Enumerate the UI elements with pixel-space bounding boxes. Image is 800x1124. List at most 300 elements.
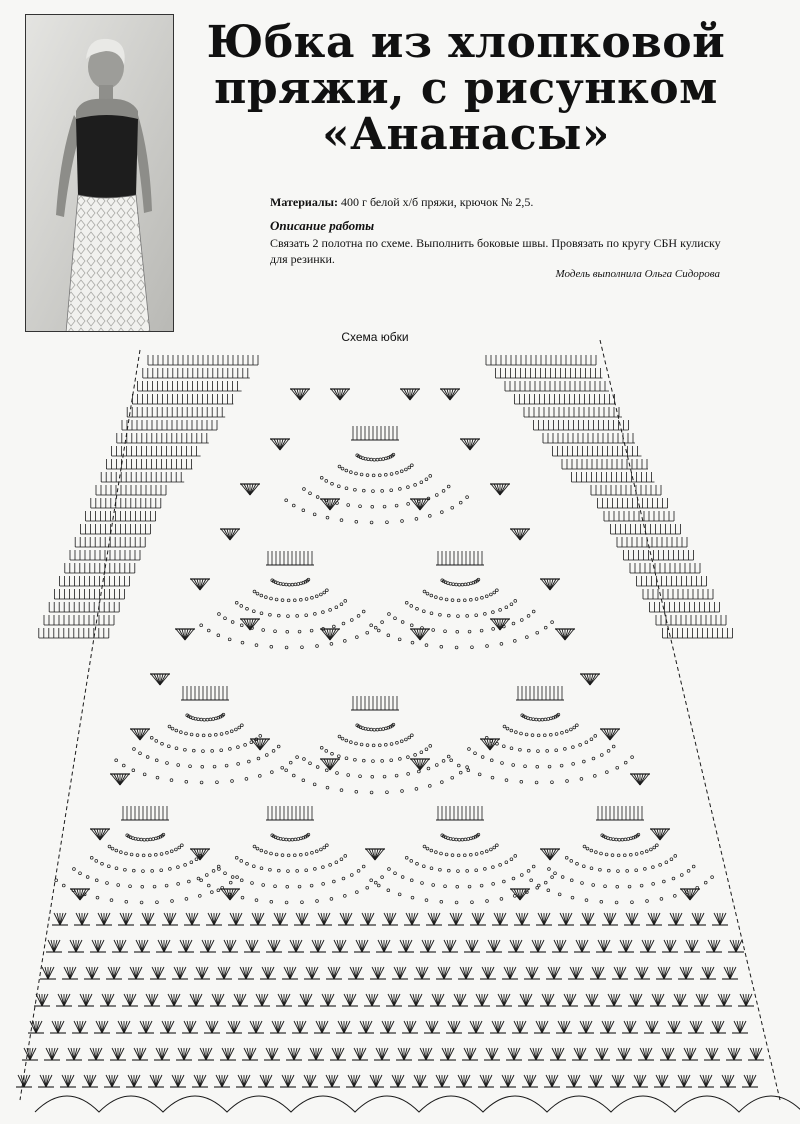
bottom-fan-stitch (518, 994, 534, 1006)
bottom-fan-stitch (228, 913, 244, 925)
shell-cluster (70, 889, 90, 900)
right-stitch-row (650, 602, 720, 612)
bottom-fan-stitch (62, 967, 78, 979)
right-stitch-row (562, 459, 648, 469)
left-stitch-row (60, 576, 130, 586)
bottom-fan-stitch (160, 1021, 176, 1033)
bottom-fan-stitch (716, 994, 732, 1006)
bottom-fan-stitch (412, 1075, 428, 1087)
bottom-fan-stitch (644, 1021, 660, 1033)
right-stitch-row (515, 394, 616, 404)
bottom-fan-stitch (226, 1021, 242, 1033)
bottom-fan-stitch (462, 1048, 478, 1060)
shell-cluster (440, 389, 460, 400)
bottom-fan-stitch (104, 1075, 120, 1087)
bottom-fan-stitch (44, 1048, 60, 1060)
bottom-fan-stitch (442, 940, 458, 952)
left-stitch-row (49, 602, 119, 612)
bottom-fan-stitch (562, 994, 578, 1006)
bottom-fan-stitch (376, 940, 392, 952)
bottom-fan-stitch (238, 967, 254, 979)
bottom-fan-stitch (742, 1075, 758, 1087)
bottom-fan-stitch (206, 913, 222, 925)
bottom-fan-stitch (304, 967, 320, 979)
bottom-fan-stitch (622, 1021, 638, 1033)
shell-cluster (490, 619, 510, 630)
bottom-fan-stitch (276, 994, 292, 1006)
bottom-fan-stitch (150, 967, 166, 979)
bottom-fan-stitch (266, 940, 282, 952)
bottom-fan-stitch (126, 1075, 142, 1087)
bottom-fan-stitch (188, 994, 204, 1006)
pineapple-motif (370, 551, 554, 649)
right-stitch-row (624, 550, 694, 560)
bottom-fan-stitch (536, 913, 552, 925)
bottom-fan-stitch (360, 913, 376, 925)
shell-cluster (490, 484, 510, 495)
bottom-fan-stitch (706, 940, 722, 952)
right-stitch-row (598, 498, 668, 508)
bottom-fan-stitch (496, 994, 512, 1006)
bottom-fan-stitch (456, 1075, 472, 1087)
bottom-fan-stitch (728, 940, 744, 952)
model-photo (25, 14, 174, 332)
left-stitch-row (132, 394, 233, 404)
bottom-fan-stitch (166, 994, 182, 1006)
bottom-fan-stitch (660, 1048, 676, 1060)
bottom-fan-stitch (386, 994, 402, 1006)
bottom-fan-stitch (486, 940, 502, 952)
bottom-fan-stitch (122, 994, 138, 1006)
left-stitch-row (44, 615, 114, 625)
shell-cluster (190, 849, 210, 860)
pineapple-motif (200, 551, 384, 649)
bottom-fan-stitch (390, 1075, 406, 1087)
left-stitch-row (143, 368, 250, 378)
bottom-fan-stitch (176, 1048, 192, 1060)
bottom-fan-stitch (112, 940, 128, 952)
bottom-fan-stitch (294, 913, 310, 925)
shell-cluster (460, 439, 480, 450)
bottom-fan-stitch (514, 913, 530, 925)
bottom-fan-stitch (242, 1048, 258, 1060)
left-stitch-row (117, 433, 209, 443)
bottom-fan-stitch (612, 967, 628, 979)
bottom-fan-stitch (84, 967, 100, 979)
model-credit: Модель выполнила Ольга Сидорова (555, 268, 720, 280)
bottom-fan-stitch (288, 940, 304, 952)
bottom-fan-stitch (508, 940, 524, 952)
shell-cluster (175, 629, 195, 640)
shell-cluster (130, 729, 150, 740)
bottom-fan-stitch (404, 913, 420, 925)
right-stitch-row (524, 407, 622, 417)
bottom-fan-stitch (618, 940, 634, 952)
bottom-fan-stitch (60, 1075, 76, 1087)
bottom-fan-stitch (470, 913, 486, 925)
shell-cluster (480, 739, 500, 750)
right-stitch-row (604, 511, 674, 521)
bottom-fan-stitch (314, 1021, 330, 1033)
bottom-fan-stitch (574, 940, 590, 952)
bottom-fan-stitch (522, 1075, 538, 1087)
bottom-fan-stitch (254, 994, 270, 1006)
left-stitch-row (138, 381, 242, 391)
bottom-fan-stitch (624, 913, 640, 925)
shell-cluster (365, 849, 385, 860)
bottom-fan-stitch (148, 1075, 164, 1087)
left-stitch-row (65, 563, 135, 573)
pineapple-motif (285, 426, 469, 524)
bottom-fan-stitch (330, 1048, 346, 1060)
bottom-fan-stitch (198, 1048, 214, 1060)
bottom-fan-stitch (178, 940, 194, 952)
bottom-fan-stitch (192, 1075, 208, 1087)
bottom-fan-stitch (326, 967, 342, 979)
shell-cluster (650, 829, 670, 840)
left-stitch-row (80, 524, 150, 534)
left-stitch-row (122, 420, 217, 430)
bottom-fan-stitch (694, 994, 710, 1006)
bottom-fan-stitch (292, 1021, 308, 1033)
shell-cluster (290, 389, 310, 400)
bottom-fan-stitch (88, 1048, 104, 1060)
bottom-fan-stitch (220, 1048, 236, 1060)
bottom-fan-stitch (310, 940, 326, 952)
left-stitch-row (75, 537, 145, 547)
shell-cluster (190, 579, 210, 590)
right-stitch-row (486, 355, 596, 365)
bottom-fan-stitch (506, 1048, 522, 1060)
bottom-fan-stitch (634, 967, 650, 979)
bottom-fan-stitch (116, 1021, 132, 1033)
bottom-fan-stitch (132, 1048, 148, 1060)
bottom-fan-stitch (222, 940, 238, 952)
bottom-fan-stitch (594, 1048, 610, 1060)
bottom-fan-stitch (546, 967, 562, 979)
shell-cluster (250, 739, 270, 750)
bottom-fan-stitch (662, 940, 678, 952)
bottom-fan-stitch (502, 967, 518, 979)
bottom-fan-stitch (676, 1075, 692, 1087)
shell-cluster (220, 529, 240, 540)
bottom-fan-stitch (446, 1021, 462, 1033)
bottom-fan-stitch (96, 913, 112, 925)
bottom-fan-stitch (464, 940, 480, 952)
bottom-fan-stitch (324, 1075, 340, 1087)
bottom-fan-stitch (424, 1021, 440, 1033)
bottom-fan-stitch (358, 1021, 374, 1033)
bottom-fan-stitch (726, 1048, 742, 1060)
bottom-fan-stitch (596, 940, 612, 952)
bottom-fan-stitch (298, 994, 314, 1006)
right-stitch-row (553, 446, 642, 456)
bottom-fan-stitch (468, 1021, 484, 1033)
bottom-fan-stitch (162, 913, 178, 925)
bottom-fan-stitch (68, 940, 84, 952)
bottom-fan-stitch (600, 1021, 616, 1033)
bottom-fan-stitch (534, 1021, 550, 1033)
shell-cluster (510, 529, 530, 540)
bottom-fan-stitch (370, 967, 386, 979)
bottom-fan-stitch (684, 940, 700, 952)
bottom-fan-stitch (408, 994, 424, 1006)
left-stitch-row (127, 407, 225, 417)
shell-cluster (540, 849, 560, 860)
bottom-fan-stitch (270, 1021, 286, 1033)
shell-cluster (410, 629, 430, 640)
bottom-fan-stitch (656, 967, 672, 979)
bottom-fan-stitch (632, 1075, 648, 1087)
bottom-fan-stitch (52, 913, 68, 925)
right-stitch-row (630, 563, 700, 573)
right-stitch-row (617, 537, 687, 547)
right-stitch-row (543, 433, 635, 443)
bottom-fan-stitch (200, 940, 216, 952)
bottom-fan-stitch (128, 967, 144, 979)
bottom-fan-stitch (500, 1075, 516, 1087)
bottom-fan-stitch (398, 940, 414, 952)
bottom-fan-stitch (22, 1048, 38, 1060)
bottom-fan-stitch (138, 1021, 154, 1033)
bottom-fan-stitch (666, 1021, 682, 1033)
bottom-fan-stitch (72, 1021, 88, 1033)
bottom-fan-stitch (668, 913, 684, 925)
bottom-fan-stitch (232, 994, 248, 1006)
bottom-fan-stitch (704, 1048, 720, 1060)
shell-cluster (330, 389, 350, 400)
bottom-fan-stitch (364, 994, 380, 1006)
bottom-fan-stitch (16, 1075, 32, 1087)
bottom-fan-stitch (140, 913, 156, 925)
bottom-fan-stitch (368, 1075, 384, 1087)
bottom-fan-stitch (170, 1075, 186, 1087)
left-stitch-row (148, 355, 258, 365)
bottom-fan-stitch (50, 1021, 66, 1033)
bottom-fan-stitch (100, 994, 116, 1006)
bottom-fan-stitch (74, 913, 90, 925)
bottom-fan-stitch (396, 1048, 412, 1060)
bottom-fan-stitch (474, 994, 490, 1006)
left-stitch-row (112, 446, 201, 456)
bottom-fan-stitch (352, 1048, 368, 1060)
bottom-fan-stitch (94, 1021, 110, 1033)
bottom-fan-stitch (480, 967, 496, 979)
bottom-fan-stitch (280, 1075, 296, 1087)
bottom-fan-stitch (732, 1021, 748, 1033)
bottom-fan-stitch (530, 940, 546, 952)
bottom-fan-stitch (430, 994, 446, 1006)
bottom-fan-stitch (66, 1048, 82, 1060)
right-stitch-row (643, 589, 713, 599)
bottom-fan-stitch (558, 913, 574, 925)
bottom-fan-stitch (214, 1075, 230, 1087)
model-photo-image (26, 15, 173, 331)
left-stitch-row (91, 498, 161, 508)
bottom-fan-stitch (688, 1021, 704, 1033)
bottom-fan-stitch (320, 994, 336, 1006)
bottom-fan-stitch (528, 1048, 544, 1060)
shell-cluster (410, 499, 430, 510)
shell-cluster (110, 774, 130, 785)
bottom-fan-stitch (544, 1075, 560, 1087)
bottom-fan-stitch (156, 940, 172, 952)
bottom-fan-stitch (448, 913, 464, 925)
bottom-fan-stitch (184, 913, 200, 925)
bottom-fan-stitch (342, 994, 358, 1006)
bottom-fan-stitch (606, 994, 622, 1006)
shell-cluster (220, 889, 240, 900)
bottom-fan-stitch (738, 994, 754, 1006)
bottom-fan-stitch (440, 1048, 456, 1060)
bottom-fan-stitch (690, 913, 706, 925)
bottom-fan-stitch (382, 913, 398, 925)
crochet-chart (0, 340, 800, 1124)
bottom-fan-stitch (210, 994, 226, 1006)
bottom-fan-stitch (348, 967, 364, 979)
right-stitch-row (505, 381, 609, 391)
shell-cluster (320, 759, 340, 770)
bottom-fan-stitch (580, 913, 596, 925)
bottom-fan-stitch (722, 967, 738, 979)
bottom-fan-stitch (40, 967, 56, 979)
bottom-fan-stitch (720, 1075, 736, 1087)
bottom-fan-stitch (478, 1075, 494, 1087)
bottom-fan-stitch (552, 940, 568, 952)
right-stitch-row (534, 420, 629, 430)
bottom-fan-stitch (216, 967, 232, 979)
shell-cluster (680, 889, 700, 900)
bottom-fan-stitch (420, 940, 436, 952)
bottom-fan-stitch (698, 1075, 714, 1087)
bottom-fan-stitch (484, 1048, 500, 1060)
description-text: Связать 2 полотна по схеме. Выполнить боковые швы. Провязать по кругу СБН кулиску для резинки. (270, 236, 721, 266)
bottom-fan-stitch (678, 967, 694, 979)
bottom-fan-stitch (182, 1021, 198, 1033)
bottom-fan-stitch (392, 967, 408, 979)
bottom-fan-stitch (650, 994, 666, 1006)
shell-cluster (240, 484, 260, 495)
bottom-fan-stitch (260, 967, 276, 979)
bottom-fan-stitch (566, 1075, 582, 1087)
bottom-fan-stitch (302, 1075, 318, 1087)
bottom-fan-stitch (308, 1048, 324, 1060)
bottom-fan-stitch (452, 994, 468, 1006)
bottom-fan-stitch (258, 1075, 274, 1087)
bottom-fan-stitch (602, 913, 618, 925)
bottom-fan-stitch (748, 1048, 764, 1060)
bottom-fan-stitch (492, 913, 508, 925)
bottom-fan-stitch (512, 1021, 528, 1033)
bottom-fan-stitch (374, 1048, 390, 1060)
bottom-fan-stitch (616, 1048, 632, 1060)
shell-cluster (540, 579, 560, 590)
article-title (196, 17, 736, 160)
left-stitch-row (86, 511, 156, 521)
bottom-fan-stitch (590, 967, 606, 979)
shell-cluster (150, 674, 170, 685)
bottom-fan-stitch (434, 1075, 450, 1087)
right-stitch-row (572, 472, 655, 482)
bottom-fan-stitch (380, 1021, 396, 1033)
scheme-title: Схема юбки (341, 330, 409, 344)
bottom-fan-stitch (646, 913, 662, 925)
shell-cluster (90, 829, 110, 840)
bottom-fan-stitch (490, 1021, 506, 1033)
shell-cluster (630, 774, 650, 785)
shell-cluster (270, 439, 290, 450)
bottom-fan-stitch (414, 967, 430, 979)
materials-line (270, 195, 740, 210)
bottom-fan-stitch (572, 1048, 588, 1060)
bottom-fan-stitch (672, 994, 688, 1006)
bottom-fan-stitch (588, 1075, 604, 1087)
right-stitch-row (663, 628, 733, 638)
bottom-fan-stitch (426, 913, 442, 925)
shell-cluster (580, 674, 600, 685)
bottom-fan-stitch (610, 1075, 626, 1087)
bottom-fan-stitch (540, 994, 556, 1006)
title-line-3: «Ананасы» (322, 109, 610, 160)
bottom-fan-stitch (336, 1021, 352, 1033)
bottom-fan-stitch (638, 1048, 654, 1060)
bottom-fan-stitch (700, 967, 716, 979)
bottom-fan-stitch (710, 1021, 726, 1033)
left-stitch-row (54, 589, 124, 599)
bottom-fan-stitch (244, 940, 260, 952)
right-stitch-row (637, 576, 707, 586)
bottom-fan-stitch (90, 940, 106, 952)
shell-cluster (400, 389, 420, 400)
left-stitch-row (101, 472, 184, 482)
materials-text: 400 г белой х/б пряжи, крючок № 2,5. (341, 195, 534, 209)
bottom-fan-stitch (556, 1021, 572, 1033)
bottom-fan-stitch (524, 967, 540, 979)
bottom-fan-stitch (578, 1021, 594, 1033)
bottom-fan-stitch (640, 940, 656, 952)
bottom-fan-stitch (204, 1021, 220, 1033)
bottom-fan-stitch (418, 1048, 434, 1060)
bottom-fan-stitch (38, 1075, 54, 1087)
right-stitch-row (496, 368, 603, 378)
bottom-fan-stitch (248, 1021, 264, 1033)
bottom-fan-stitch (316, 913, 332, 925)
bottom-fan-stitch (332, 940, 348, 952)
bottom-fan-stitch (264, 1048, 280, 1060)
title-line-1: Юбка из хлопковой (206, 17, 726, 68)
bottom-fan-stitch (56, 994, 72, 1006)
right-stitch-row (611, 524, 681, 534)
bottom-fan-stitch (172, 967, 188, 979)
bottom-fan-stitch (584, 994, 600, 1006)
title-line-2: пряжи, с рисунком (214, 63, 718, 114)
bottom-fan-stitch (46, 940, 62, 952)
description-heading: Описание работы (270, 218, 375, 233)
bottom-fan-stitch (78, 994, 94, 1006)
left-stitch-row (96, 485, 166, 495)
bottom-fan-stitch (402, 1021, 418, 1033)
bottom-fan-stitch (28, 1021, 44, 1033)
shell-cluster (555, 629, 575, 640)
bottom-fan-stitch (568, 967, 584, 979)
scalloped-hem-edge (35, 1096, 800, 1112)
bottom-fan-stitch (338, 913, 354, 925)
bottom-fan-stitch (236, 1075, 252, 1087)
bottom-fan-stitch (82, 1075, 98, 1087)
bottom-fan-stitch (110, 1048, 126, 1060)
left-seam-line (20, 350, 140, 1100)
pineapple-motif (285, 696, 469, 794)
